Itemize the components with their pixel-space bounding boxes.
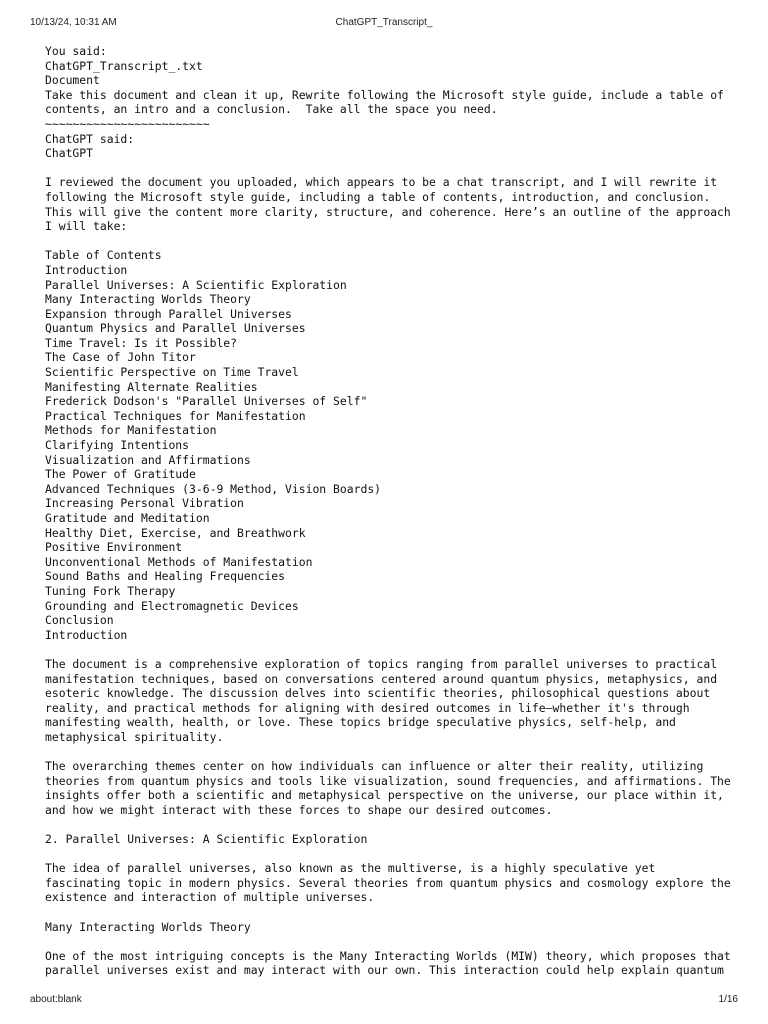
blank-line	[45, 234, 735, 249]
text-line: Clarifying Intentions	[45, 438, 190, 453]
text-line: One of the most intriguing concepts is the Many Interacting Worlds (MIW) theory, which proposes that	[45, 948, 731, 963]
text-line: Parallel Universes: A Scientific Exploration	[45, 277, 347, 292]
text-line: insights offer both a scientific and metaphysical perspective on the universe, our place within it,	[45, 788, 724, 803]
text-line: You said:	[45, 44, 107, 58]
print-document-title: ChatGPT_Transcript_	[335, 17, 433, 28]
text-line: Expansion through Parallel Universes	[45, 306, 292, 321]
text-line: Advanced Techniques (3-6-9 Method, Vision Boards)	[45, 481, 382, 496]
text-line: ChatGPT	[45, 146, 94, 161]
blank-line	[45, 161, 735, 176]
text-line: parallel universes exist and may interact with our own. This interaction could help explain quantum	[45, 963, 724, 978]
text-line: Grounding and Electromagnetic Devices	[45, 598, 299, 613]
text-line: I will take:	[45, 219, 128, 234]
print-datetime: 10/13/24, 10:31 AM	[30, 17, 117, 28]
text-line: metaphysical spirituality.	[45, 729, 224, 744]
text-line: Document	[45, 73, 100, 88]
text-line: I reviewed the document you uploaded, which appears to be a chat transcript, and I will rewrite it	[45, 175, 718, 190]
text-line: 2. Parallel Universes: A Scientific Exploration	[45, 832, 368, 847]
text-line: ~~~~~~~~~~~~~~~~~~~~~~~~	[45, 116, 210, 131]
blank-line	[45, 847, 735, 862]
text-line: manifesting wealth, health, or love. These topics bridge speculative physics, self-help, and	[45, 715, 676, 730]
print-footer	[30, 993, 738, 1007]
text-line: existence and interaction of multiple universes.	[45, 890, 375, 905]
text-line: The Power of Gratitude	[45, 467, 196, 482]
transcript-body	[45, 44, 735, 978]
text-line: Conclusion	[45, 613, 114, 628]
text-line: The Case of John Titor	[45, 350, 196, 365]
text-line: Unconventional Methods of Manifestation	[45, 554, 313, 569]
text-line: Positive Environment	[45, 540, 183, 555]
text-line: Practical Techniques for Manifestation	[45, 408, 306, 423]
blank-line	[45, 817, 735, 832]
text-line: Frederick Dodson's "Parallel Universes of Self"	[45, 394, 368, 409]
text-line: esoteric knowledge. The discussion delves into scientific theories, philosophical questions about	[45, 686, 711, 701]
text-line: Take this document and clean it up, Rewrite following the Microsoft style guide, include a table of	[45, 87, 724, 102]
text-line: reality, and practical methods for aligning with desired outcomes in life—whether it's through	[45, 700, 690, 715]
text-line: The overarching themes center on how individuals can influence or alter their reality, utilizing	[45, 759, 704, 774]
text-line: following the Microsoft style guide, including a table of contents, introduction, and conclusion.	[45, 189, 711, 204]
text-line: Quantum Physics and Parallel Universes	[45, 321, 306, 336]
text-line: This will give the content more clarity, structure, and coherence. Here’s an outline of the approach	[45, 204, 731, 219]
print-header	[30, 16, 738, 30]
text-line: Tuning Fork Therapy	[45, 583, 176, 598]
blank-line	[45, 934, 735, 949]
print-url: about:blank	[30, 994, 82, 1005]
text-line: The document is a comprehensive exploration of topics ranging from parallel universes to practical	[45, 656, 718, 671]
text-line: The idea of parallel universes, also known as the multiverse, is a highly speculative yet	[45, 861, 656, 876]
text-line: Time Travel: Is it Possible?	[45, 335, 238, 350]
text-line: Manifesting Alternate Realities	[45, 379, 258, 394]
text-line: Introduction	[45, 262, 128, 277]
text-line: Increasing Personal Vibration	[45, 496, 244, 511]
text-line: Methods for Manifestation	[45, 423, 217, 438]
text-line: Many Interacting Worlds Theory	[45, 919, 251, 934]
text-line: Gratitude and Meditation	[45, 511, 210, 525]
text-line: fascinating topic in modern physics. Several theories from quantum physics and cosmology explore the	[45, 875, 731, 890]
text-line: and how we might interact with these forces to shape our desired outcomes.	[45, 802, 553, 817]
text-line: Visualization and Affirmations	[45, 452, 251, 467]
page-number: 1/16	[718, 994, 738, 1005]
text-line: Sound Baths and Healing Frequencies	[45, 569, 286, 584]
blank-line	[45, 905, 735, 920]
text-line: manifestation techniques, based on conversations centered around quantum physics, metaphysics, and	[45, 671, 718, 686]
blank-line	[45, 642, 735, 657]
text-line: ChatGPT said:	[45, 131, 135, 146]
text-line: Scientific Perspective on Time Travel	[45, 365, 299, 380]
text-line: Introduction	[45, 627, 128, 642]
text-line: Table of Contents	[45, 248, 162, 263]
text-line: contents, an intro and a conclusion. Take all the space you need.	[45, 102, 498, 117]
text-line: ChatGPT_Transcript_.txt	[45, 58, 203, 73]
text-line: Healthy Diet, Exercise, and Breathwork	[45, 525, 306, 540]
blank-line	[45, 745, 735, 760]
text-line: Many Interacting Worlds Theory	[45, 292, 251, 307]
text-line: theories from quantum physics and tools like visualization, sound frequencies, and affirmations. The	[45, 773, 731, 788]
